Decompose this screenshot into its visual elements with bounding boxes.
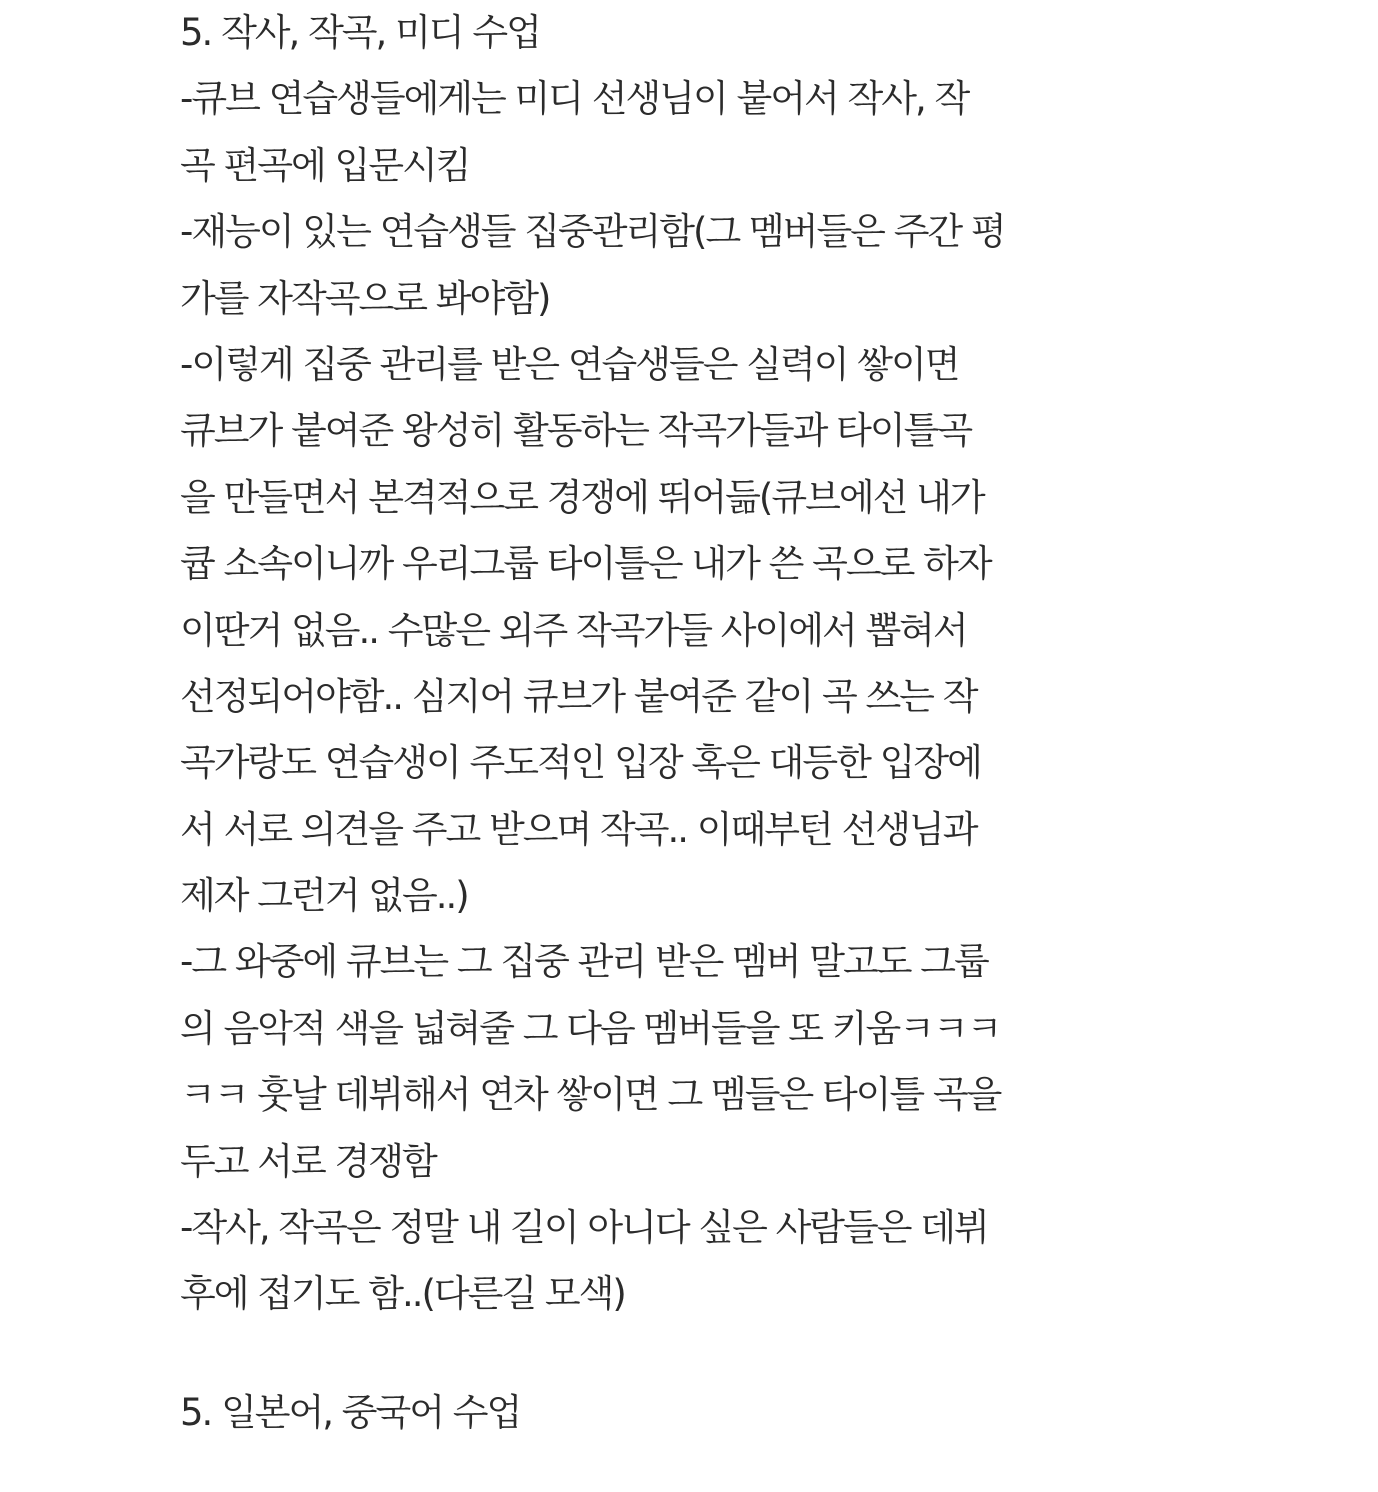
paragraph-line: 서 서로 의견을 주고 받으며 작곡.. 이때부턴 선생님과: [180, 807, 977, 851]
paragraph-line: 의 음악적 색을 넓혀줄 그 다음 멤버들을 또 키움ㅋㅋㅋ: [180, 1006, 1001, 1050]
paragraph-line: 곡 편곡에 입문시킴: [180, 143, 470, 187]
paragraph-line: ㅋㅋ 훗날 데뷔해서 연차 쌓이면 그 멤들은 타이틀 곡을: [180, 1073, 1001, 1117]
paragraph-line: -이렇게 집중 관리를 받은 연습생들은 실력이 쌓이면: [180, 342, 959, 386]
paragraph-line: 을 만들면서 본격적으로 경쟁에 뛰어듦(큐브에선 내가: [180, 475, 984, 519]
paragraph-line: 제자 그런거 없음..): [180, 874, 468, 918]
section-heading-language: 5. 일본어, 중국어 수업: [180, 1390, 521, 1434]
paragraph-line: 선정되어야함.. 심지어 큐브가 붙여준 같이 곡 쓰는 작: [180, 674, 977, 718]
paragraph-line: -작사, 작곡은 정말 내 길이 아니다 싶은 사람들은 데뷔: [180, 1206, 988, 1250]
paragraph-line: 가를 자작곡으로 봐야함): [180, 276, 550, 320]
paragraph-line: 큐브가 붙여준 왕성히 활동하는 작곡가들과 타이틀곡: [180, 409, 972, 453]
paragraph-line: 후에 접기도 함..(다른길 모색): [180, 1272, 625, 1316]
paragraph-line: -큐브 연습생들에게는 미디 선생님이 붙어서 작사, 작: [180, 77, 969, 121]
paragraph-line: -그 와중에 큐브는 그 집중 관리 받은 멤버 말고도 그룹: [180, 940, 988, 984]
paragraph-line: 두고 서로 경쟁함: [180, 1139, 436, 1183]
section-heading-music: 5. 작사, 작곡, 미디 수업: [180, 11, 540, 54]
section-spacer: [180, 1328, 1040, 1380]
paragraph-line: 곡가랑도 연습생이 주도적인 입장 혹은 대등한 입장에: [180, 741, 981, 785]
article-body: [180, 0, 1040, 1446]
paragraph-line: 이딴거 없음.. 수많은 외주 작곡가들 사이에서 뽑혀서: [180, 608, 967, 652]
paragraph-line: -재능이 있는 연습생들 집중관리함(그 멤버들은 주간 평: [180, 210, 1005, 254]
paragraph-line: 큡 소속이니까 우리그룹 타이틀은 내가 쓴 곡으로 하자: [180, 542, 991, 586]
